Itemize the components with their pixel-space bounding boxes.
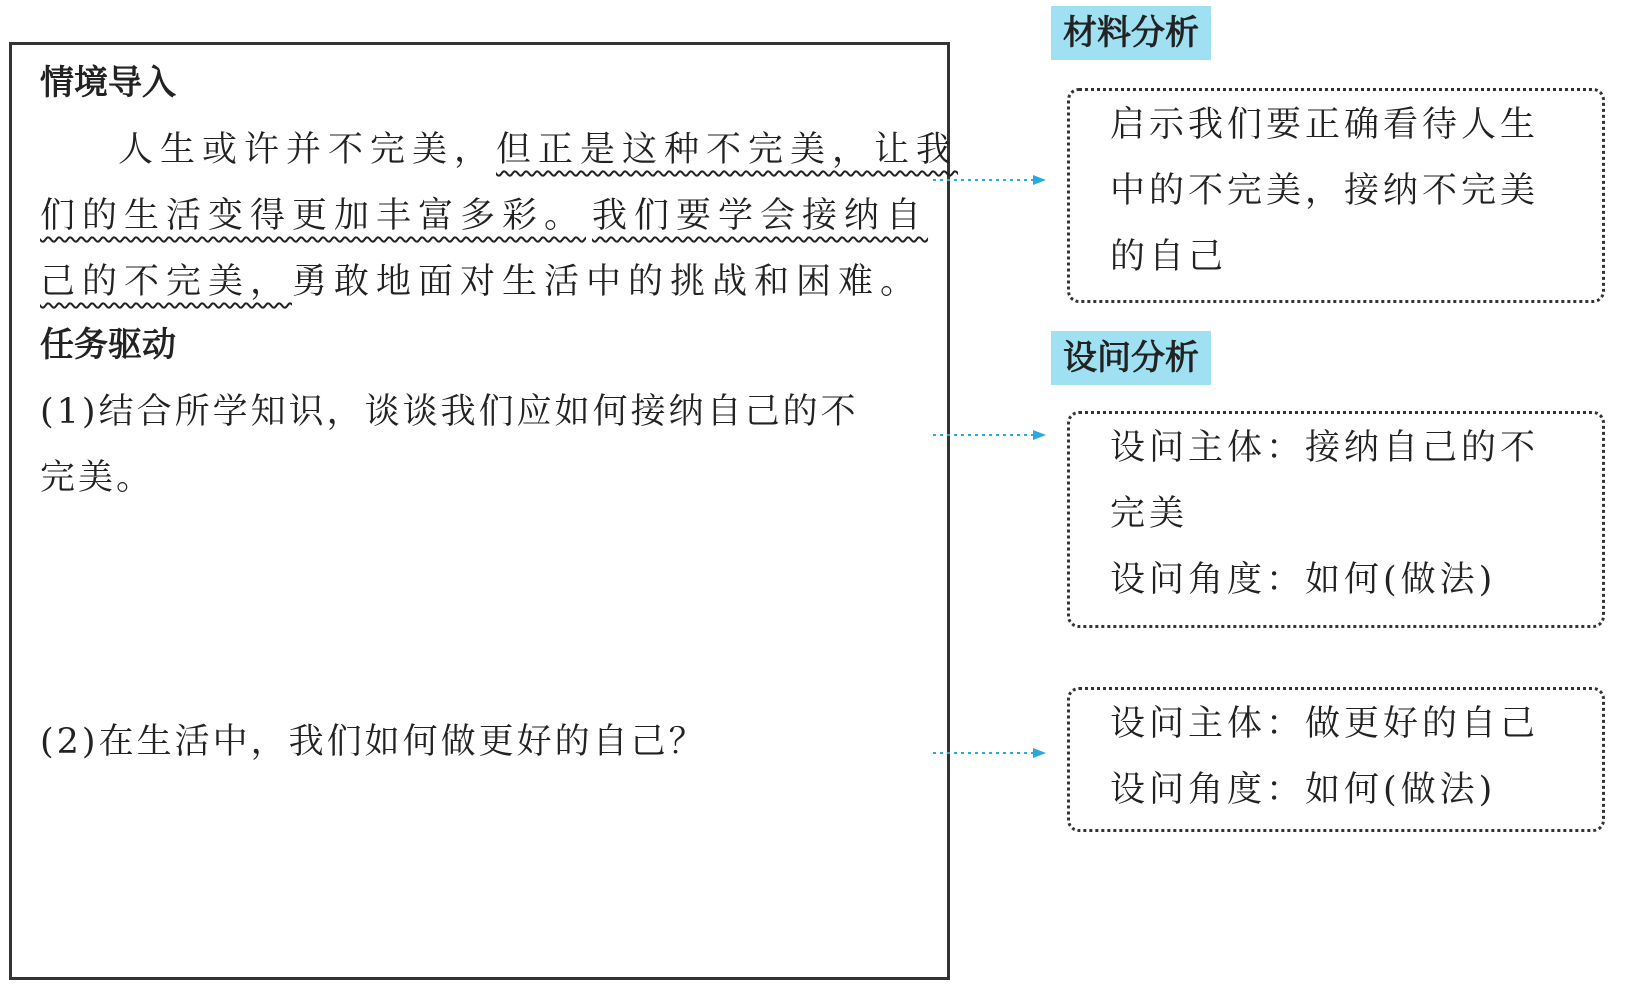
passage-text: 人生或许并不完美， bbox=[118, 130, 497, 170]
passage-emphasis: 们的生活变得更加丰富多彩。 bbox=[40, 196, 587, 236]
material-analysis-label: 材料分析 bbox=[1051, 6, 1211, 60]
q1-angle-line: 设问角度：如何(做法) bbox=[1110, 560, 1497, 600]
question-2: (2)在生活中，我们如何做更好的自己？ bbox=[40, 722, 707, 762]
situation-card bbox=[9, 42, 950, 980]
passage-line-3 bbox=[40, 262, 922, 302]
arrow-to-question-2-icon bbox=[933, 746, 1046, 760]
question-2-analysis-box bbox=[1067, 687, 1605, 832]
passage-line-2 bbox=[40, 196, 928, 236]
material-line-1: 启示我们要正确看待人生 bbox=[1110, 105, 1540, 145]
passage-emphasis: 己的不完美， bbox=[40, 262, 293, 302]
question-1-line-1: (1)结合所学知识，谈谈我们应如何接纳自己的不 bbox=[40, 392, 859, 432]
q1-subject-line-cont: 完美 bbox=[1110, 494, 1189, 534]
arrow-to-question-1-icon bbox=[933, 428, 1046, 442]
passage-emphasis: 我们要学会接纳自 bbox=[592, 196, 929, 236]
passage-emphasis: 但正是这种不完美，让我 bbox=[496, 130, 959, 170]
material-line-2: 中的不完美，接纳不完美 bbox=[1110, 171, 1540, 211]
question-analysis-label: 设问分析 bbox=[1051, 331, 1211, 385]
material-line-3: 的自己 bbox=[1110, 237, 1228, 277]
q2-angle-line: 设问角度：如何(做法) bbox=[1110, 770, 1497, 810]
material-analysis-box bbox=[1067, 88, 1605, 303]
q1-subject-line: 设问主体：接纳自己的不 bbox=[1110, 428, 1540, 468]
passage-text: 勇敢地面对生活中的挑战和困难。 bbox=[292, 262, 923, 302]
situation-heading: 情境导入 bbox=[40, 63, 176, 103]
task-heading: 任务驱动 bbox=[40, 325, 176, 365]
question-1-line-2: 完美。 bbox=[40, 458, 155, 498]
passage-line-1 bbox=[118, 130, 958, 170]
arrow-to-material-icon bbox=[933, 173, 1046, 187]
question-1-analysis-box bbox=[1067, 411, 1605, 628]
q2-subject-line: 设问主体：做更好的自己 bbox=[1110, 704, 1540, 744]
